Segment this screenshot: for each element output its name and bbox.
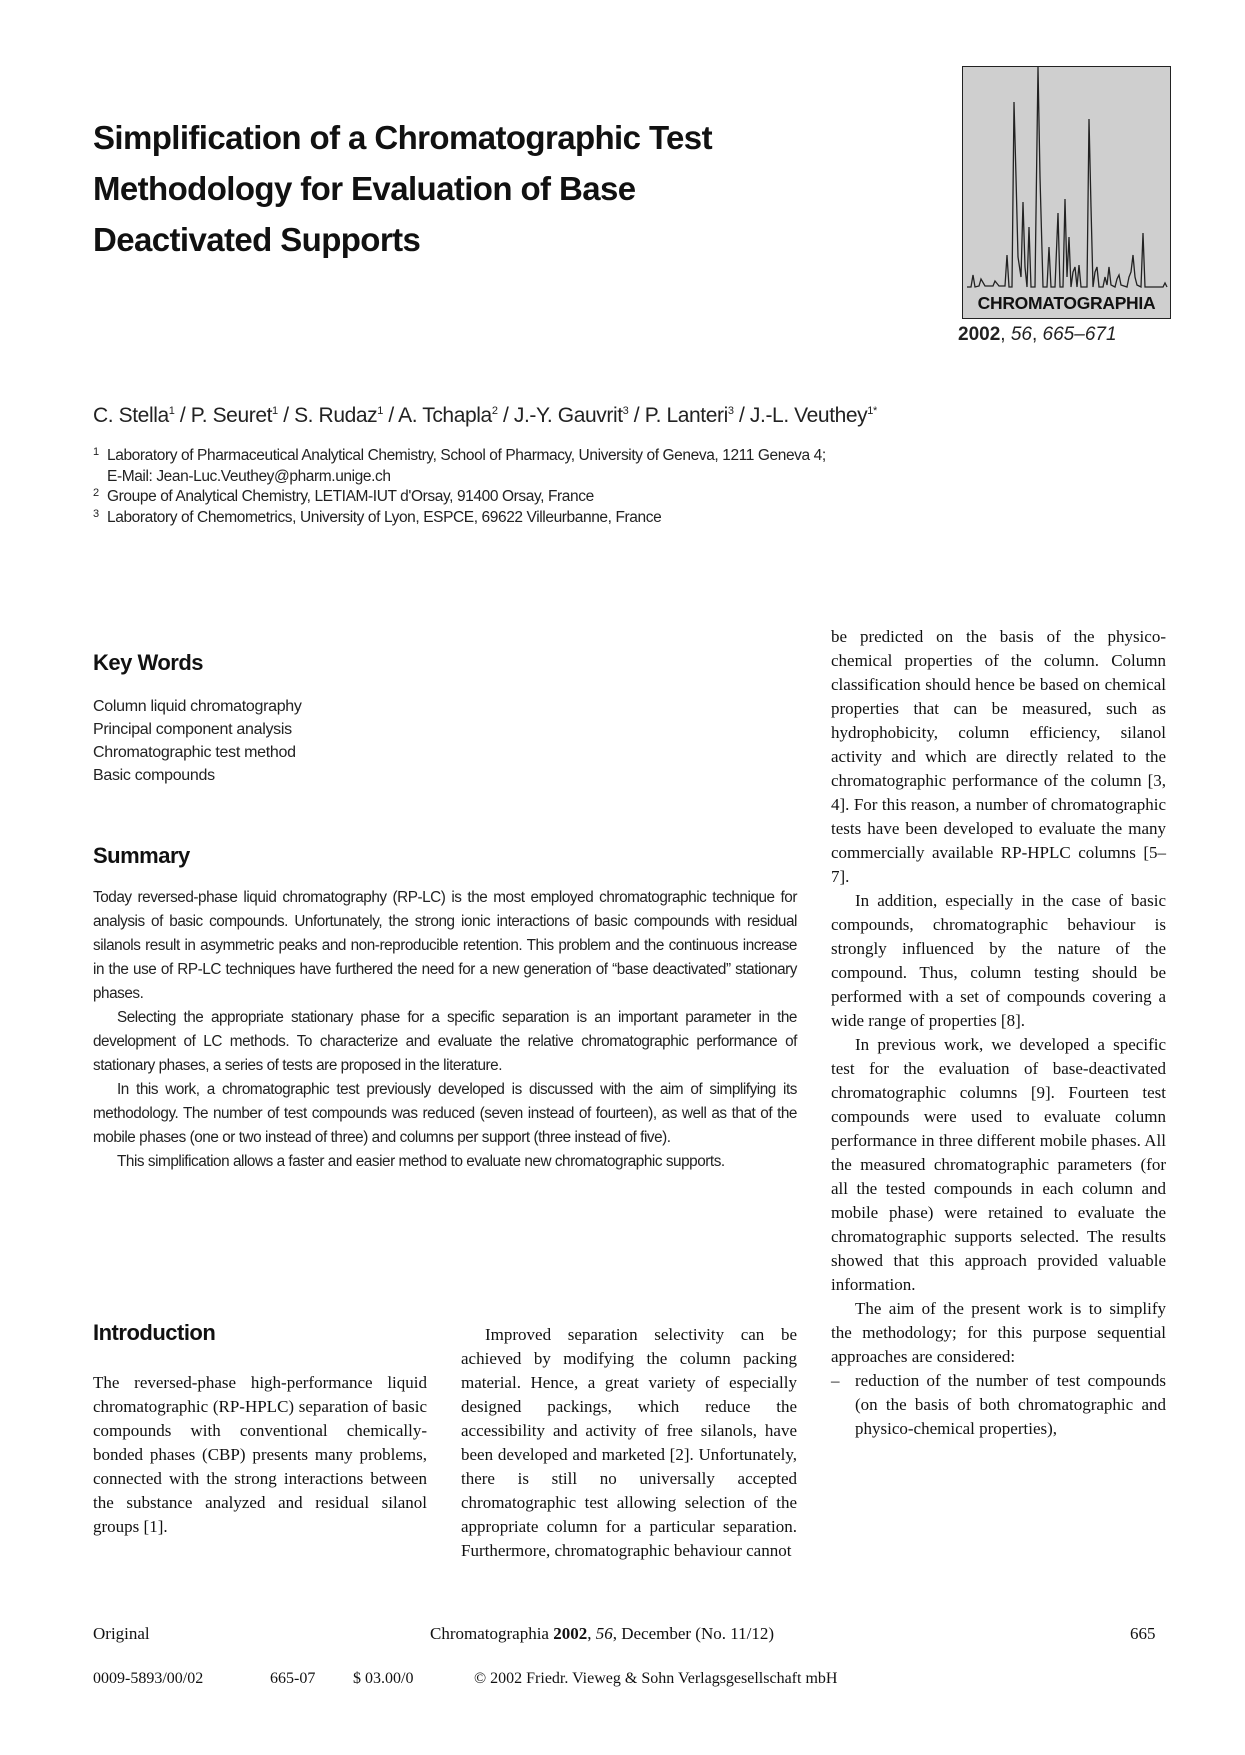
author-separator: /	[497, 404, 514, 427]
author-affiliation-marker: 2	[491, 405, 498, 417]
summary-paragraph: Selecting the appropriate stationary phase for a specific separation is an important parameter in the development of LC methods. To characterize and evaluate the relative chromatographic performance of stationary phases, a series of tests are proposed in the literature.	[93, 1009, 797, 1074]
author-separator: /	[628, 404, 645, 427]
keyword: Principal component analysis	[93, 721, 292, 738]
summary-paragraph: This simplification allows a faster and easier method to evaluate new chromatographic supports.	[117, 1153, 725, 1170]
body-paragraph: The reversed-phase high-performance liquid chromatographic (RP-HPLC) separation of basic compounds with conventional chemically-bonded phases (CBP) presents many problems, connected with the strong interactions between the substance analyzed and residual silanol groups [1].	[93, 1373, 427, 1536]
author-affiliation-marker: 1	[272, 405, 278, 417]
affiliation-2	[93, 487, 826, 508]
author-separator: /	[382, 404, 399, 427]
affiliation-marker: 1	[93, 446, 99, 458]
body-column-1	[93, 1371, 427, 1539]
author-email[interactable]: E-Mail: Jean-Luc.Veuthey@pharm.unige.ch	[107, 467, 391, 485]
author-affiliation-marker: 1*	[867, 405, 877, 417]
journal-volume: 56	[595, 1624, 613, 1643]
journal-logo	[962, 66, 1171, 319]
author-affiliation-marker: 3	[727, 405, 734, 417]
author-name: J.-L. Veuthey	[749, 404, 868, 427]
author-affiliation-marker: 1	[168, 405, 175, 417]
author-name: P. Seuret	[190, 404, 273, 427]
keyword: Chromatographic test method	[93, 744, 296, 761]
journal-name: Chromatographia	[430, 1624, 549, 1643]
body-column-2	[461, 1323, 797, 1563]
list-item	[831, 1369, 1166, 1441]
page-number: 665	[1130, 1624, 1156, 1643]
body-paragraph: In addition, especially in the case of basic compounds, chromatographic behaviour is strongly influenced by the nature of the compound. Thus, column testing should be performed with a set of compounds covering a wide range of properties [8].	[831, 891, 1166, 1030]
body-paragraph: The aim of the present work is to simplify the methodology; for this purpose sequential approaches are considered:	[831, 1299, 1166, 1366]
affiliation-text: Laboratory of Chemometrics, University of Lyon, ESPCE, 69622 Villeurbanne, France	[107, 508, 662, 526]
affiliation-marker: 2	[93, 487, 99, 499]
author-name: S. Rudaz	[294, 404, 378, 427]
journal-reference: Chromatographia 2002, 56, December (No. 11/12)	[430, 1624, 775, 1643]
body-paragraph: Improved separation selectivity can be achieved by modifying the column packing material. Hence, a great variety of especially designed packings, which reduce the accessibility and activity of free silanols, have been developed and marketed [2]. Unfortunately, there is still no universally accepted chromatographic test allowing selection of the appropriate column for a particular separation. Furthermore, chromatographic behaviour cannot	[461, 1325, 797, 1560]
author-separator: /	[277, 404, 295, 427]
copyright: © 2002 Friedr. Vieweg & Sohn Verlagsgesellschaft mbH	[474, 1670, 838, 1687]
summary-paragraph: In this work, a chromatographic test previously developed is discussed with the aim of simplifying its methodology. The number of test compounds was reduced (seven instead of fourteen), as well as that of the mobile phases (one or two instead of three) and columns per support (three instead of five).	[93, 1081, 797, 1146]
author-name: J.-Y. Gauvrit	[513, 404, 623, 427]
affiliations	[93, 446, 826, 528]
affiliation-text: Laboratory of Pharmaceutical Analytical Chemistry, School of Pharmacy, University of Geneva, 1211 Geneva 4;	[107, 447, 826, 464]
citation: 2002, 56, 665–671	[958, 324, 1117, 345]
keywords-list	[93, 695, 302, 787]
keyword: Column liquid chromatography	[93, 698, 302, 715]
issn: 0009-5893/00/02	[93, 1670, 204, 1687]
logo-text: CHROMATOGRAPHIA	[977, 293, 1156, 313]
article-title: Simplification of a Chromatographic Test Methodology for Evaluation of Base Deactivated Supports	[93, 119, 712, 258]
affiliation-text: Groupe of Analytical Chemistry, LETIAM-IUT d'Orsay, 91400 Orsay, France	[107, 488, 594, 505]
summary-paragraph: Today reversed-phase liquid chromatography (RP-LC) is the most employed chromatographic technique for analysis of basic compounds. Unfortunately, the strong ionic interactions of basic compounds with residual silanols result in asymmetric peaks and non-reproducible retention. This problem and the continuous increase in the use of RP-LC techniques have furthered the need for a new generation of “base deactivated” stationary phases.	[93, 889, 797, 1002]
dash-bullet: –	[831, 1371, 840, 1390]
introduction-heading: Introduction	[93, 1320, 216, 1345]
keywords-heading: Key Words	[93, 650, 204, 675]
body-column-3	[831, 625, 1166, 1441]
author-separator: /	[174, 404, 191, 427]
article-type: Original	[93, 1624, 150, 1643]
journal-issue: December (No. 11/12)	[621, 1624, 775, 1643]
author-list	[93, 404, 877, 428]
author-affiliation-marker: 1	[377, 405, 383, 417]
chromatogram-icon	[963, 67, 1169, 317]
citation-volume: 56	[1010, 324, 1032, 345]
list-item-text: reduction of the number of test compounds (on the basis of both chromatographic and physico-chemical properties),	[855, 1371, 1166, 1438]
summary-body	[93, 886, 797, 1174]
page-range-code: 665-07	[270, 1670, 316, 1687]
citation-year: 2002	[958, 324, 1001, 345]
price: $ 03.00/0	[353, 1670, 414, 1687]
affiliation-3	[93, 508, 826, 529]
author-name: C. Stella	[93, 404, 169, 427]
affiliation-marker: 3	[93, 507, 99, 520]
author-separator: /	[733, 404, 750, 427]
author-name: A. Tchapla	[398, 404, 492, 427]
journal-year: 2002	[553, 1624, 588, 1643]
author-affiliation-marker: 3	[622, 405, 629, 417]
body-paragraph: In previous work, we developed a specific test for the evaluation of base-deactivated chromatographic columns [9]. Fourteen test compounds were used to evaluate column performance in three different mobile phases. All the measured chromatographic parameters (for all the tested compounds in each column and mobile phase) were retained to evaluate the chromatographic supports selected. The results showed that this approach provided valuable information.	[831, 1035, 1166, 1294]
keyword: Basic compounds	[93, 767, 215, 784]
body-paragraph: be predicted on the basis of the physico-chemical properties of the column. Column classification should hence be based on chemical properties that can be measured, such as hydrophobicity, column efficiency, silanol activity and which are directly related to the chromatographic performance of the column [3, 4]. For this reason, a number of chromatographic tests have been developed to evaluate the many commercially available RP-HPLC columns [5–7].	[831, 627, 1166, 886]
citation-pages: 665–671	[1042, 324, 1117, 345]
summary-heading: Summary	[93, 843, 190, 868]
affiliation-1	[93, 446, 826, 487]
author-name: P. Lanteri	[644, 404, 728, 427]
